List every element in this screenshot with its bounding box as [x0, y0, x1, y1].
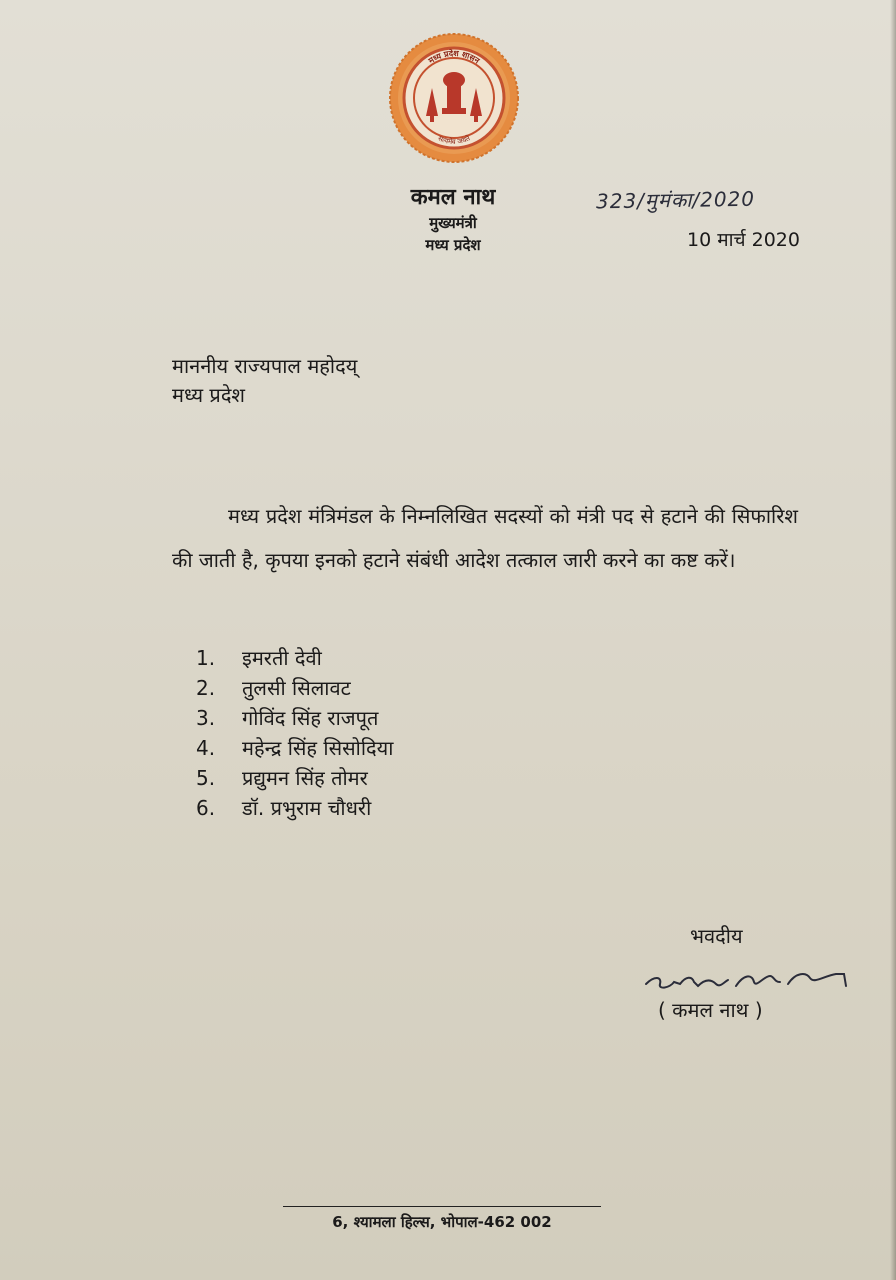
- list-item-name: प्रद्युमन सिंह तोमर: [242, 766, 368, 790]
- list-item-name: गोविंद सिंह राजपूत: [242, 706, 379, 730]
- list-item: [196, 733, 393, 763]
- list-item: [196, 703, 393, 733]
- addressee-block: [172, 352, 357, 410]
- emblem-bottom-text: सत्यमेव जयते: [436, 134, 472, 147]
- list-item: [196, 643, 393, 673]
- closing-salutation: भवदीय: [690, 924, 743, 948]
- emblem-top-text: मध्य प्रदेश शासन: [426, 48, 482, 66]
- letter-date: 10 मार्च 2020: [687, 229, 800, 251]
- list-item-number: 4.: [196, 736, 216, 760]
- footer-divider: [283, 1206, 601, 1207]
- signatory-name: ( कमल नाथ ): [658, 998, 763, 1022]
- list-item-number: 1.: [196, 646, 216, 670]
- sender-name: कमल नाथ: [410, 185, 496, 210]
- list-item-name: डॉ. प्रभुराम चौधरी: [242, 796, 372, 820]
- list-item-number: 2.: [196, 676, 216, 700]
- list-item-number: 3.: [196, 706, 216, 730]
- addressee-state: मध्य प्रदेश: [172, 383, 246, 407]
- page-edge-shadow: [890, 0, 896, 1280]
- sender-designation: मुख्यमंत्री: [429, 214, 477, 232]
- list-item: [196, 793, 393, 823]
- list-item-number: 6.: [196, 796, 216, 820]
- letter-body-paragraph: मध्य प्रदेश मंत्रिमंडल के निम्नलिखित सदस्यों को मंत्री पद से हटाने की सिफारिश की जाती है, कृपया इनको हटाने संबंधी आदेश तत्काल जारी करने का कष्ट करें।: [172, 504, 798, 572]
- sender-state: मध्य प्रदेश: [425, 236, 481, 254]
- madhya-pradesh-emblem-icon: [386, 30, 522, 166]
- ministers-list: [196, 643, 393, 823]
- reference-number: 323/मुमंका/2020: [595, 186, 756, 214]
- footer-address: 6, श्यामला हिल्स, भोपाल-462 002: [332, 1213, 552, 1231]
- list-item-name: महेन्द्र सिंह सिसोदिया: [242, 736, 394, 760]
- list-item: [196, 673, 393, 703]
- sender-block: [353, 184, 553, 256]
- addressee-title: माननीय राज्यपाल महोदय्: [172, 354, 358, 378]
- list-item-name: तुलसी सिलावट: [242, 676, 351, 700]
- list-item-name: इमरती देवी: [242, 646, 322, 670]
- list-item: [196, 763, 393, 793]
- list-item-number: 5.: [196, 766, 216, 790]
